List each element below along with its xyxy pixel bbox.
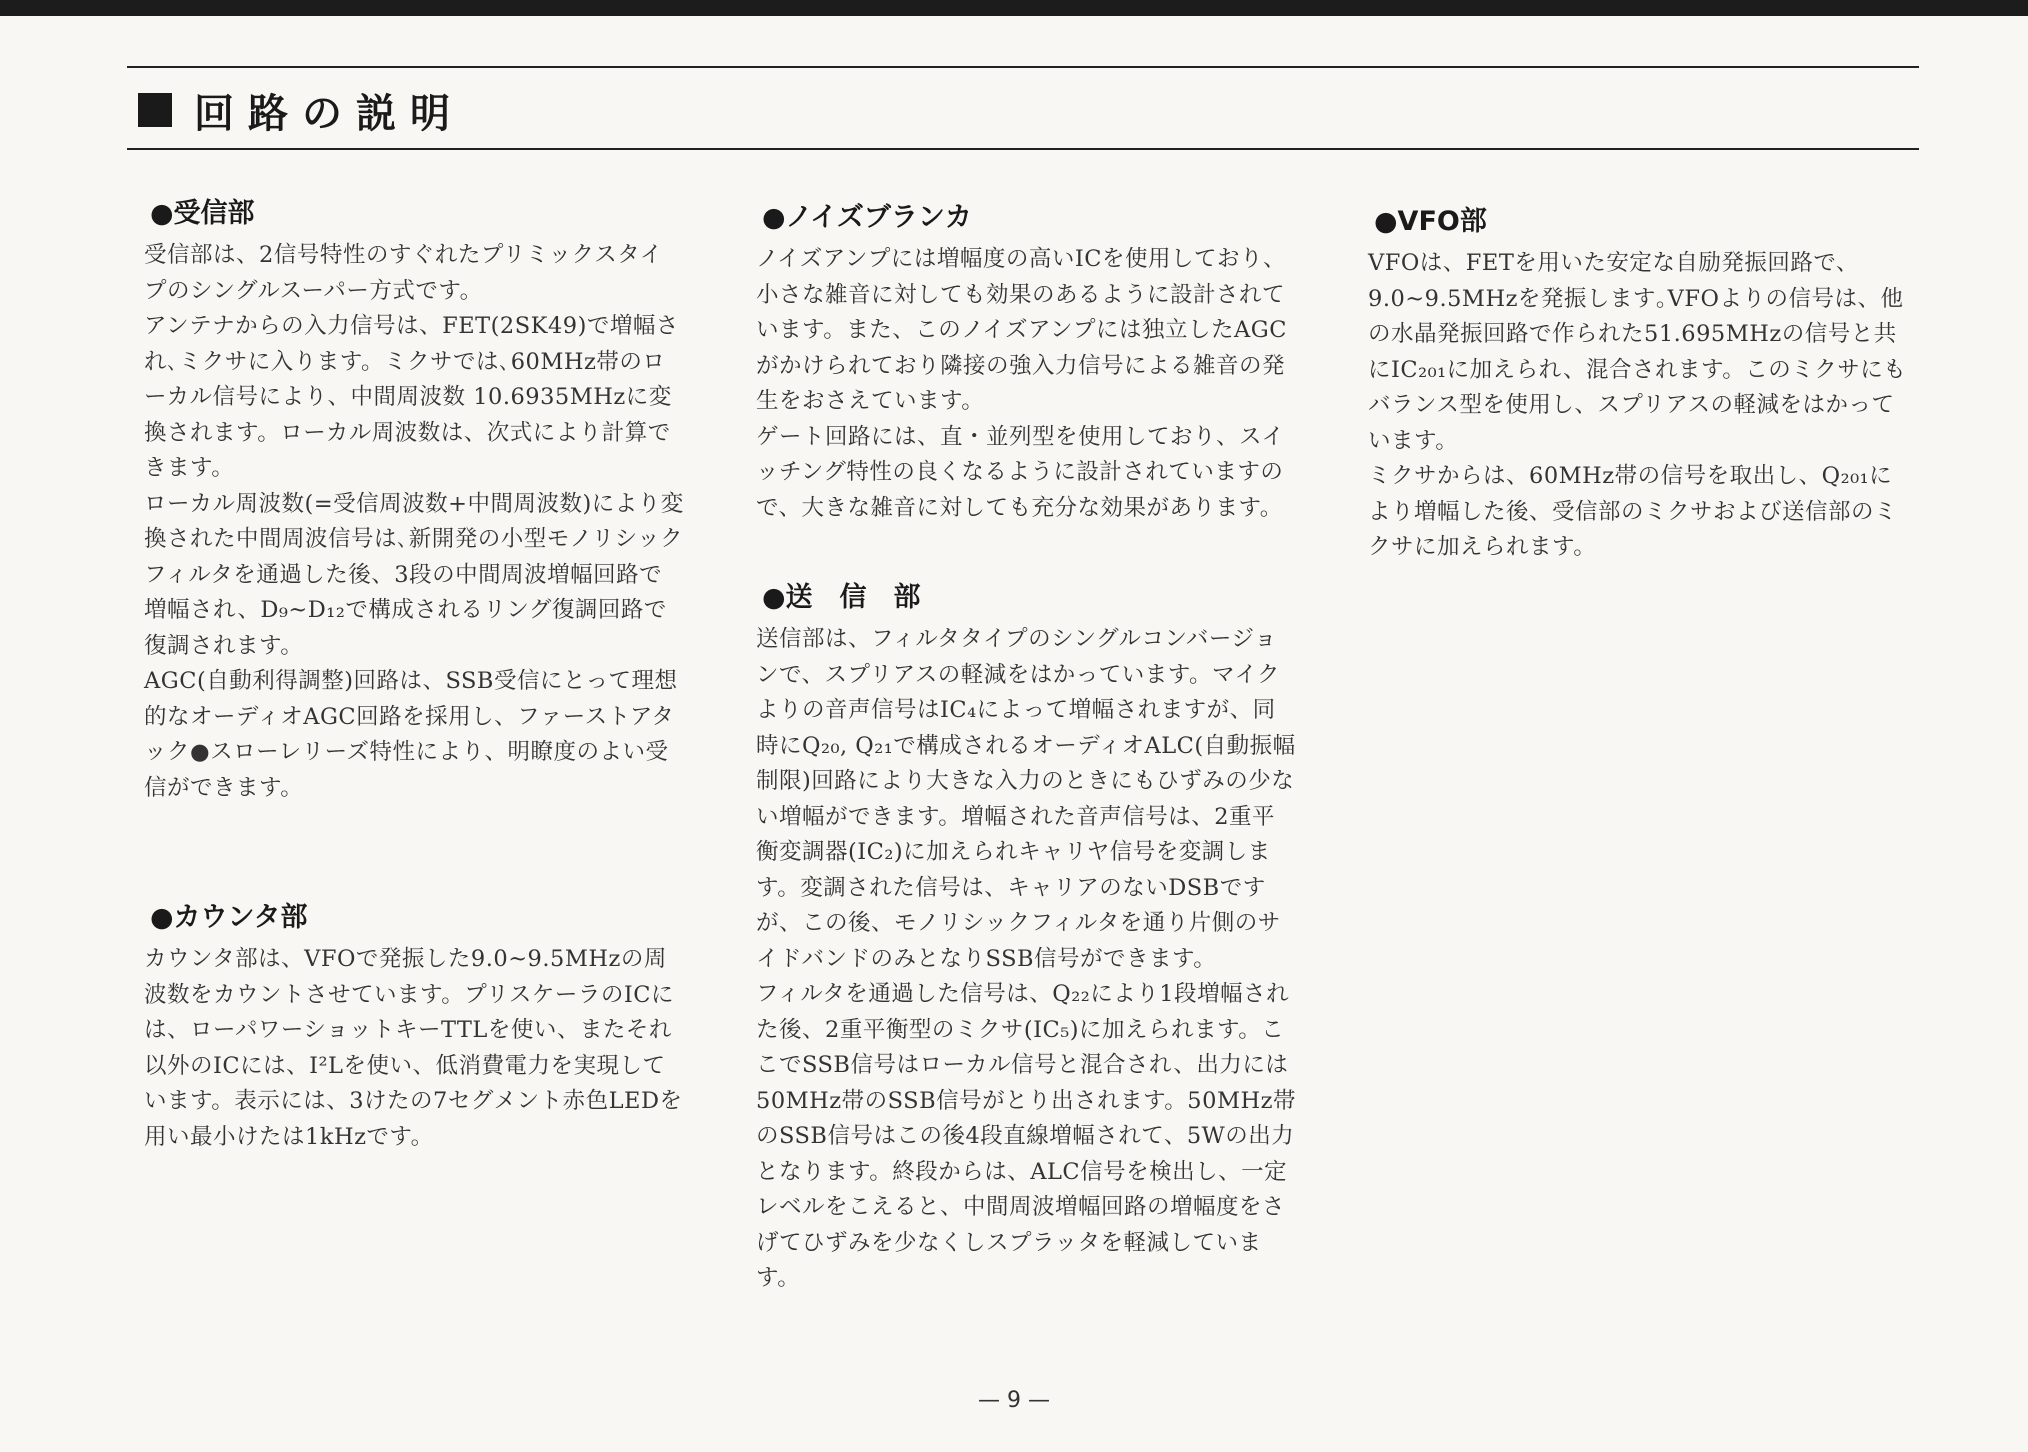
paragraph: ゲート回路には、直・並列型を使用しており、スイッチング特性の良くなるように設計されていますので、大きな雑音に対しても充分な効果があります。 (756, 423, 1285, 521)
header-top-rule (127, 66, 1919, 68)
paragraph: カウンタ部は、VFOで発振した9.0~9.5MHzの周波数をカウントさせています。プリスケーラのICには、ローパワーショットキーTTLを使い、またそれ以外のICには、I²Lを使い、低消費電力を実現しています。表示には、3けたの7セグメント赤色LEDを用い最小けたは1kHzです。 (144, 946, 683, 1150)
scan-top-edge (0, 0, 2028, 16)
paragraph: AGC(自動利得調整)回路は、SSB受信にとって理想的なオーディオAGC回路を採用し、ファーストアタック●スローレリーズ特性により、明瞭度のよい受信ができます。 (144, 668, 678, 801)
section-receiver (144, 196, 684, 806)
section-heading: ●ノイズブランカ (762, 202, 972, 233)
page-header (138, 80, 464, 140)
paragraph: ノイズアンプには増幅度の高いICを使用しており、小さな雑音に対しても効果のあるように設計されています。また、このノイズアンプには独立したAGCがかけられており隣接の強入力信号による雑音の発生をおさえています。 (756, 246, 1287, 414)
black-square-icon (138, 93, 172, 127)
section-heading: ●VFO部 (1374, 206, 1487, 237)
section-heading: ●送 信 部 (762, 582, 921, 613)
section-transmitter (756, 580, 1296, 1297)
section-counter (144, 900, 684, 1155)
page-title: 回路の説明 (194, 90, 464, 137)
section-heading: ●受信部 (150, 198, 255, 229)
paragraph: 送信部は、フィルタタイプのシングルコンバージョンで、スプリアスの軽減をはかっています。マイクよりの音声信号はIC₄によって増幅されますが、同時にQ₂₀, Q₂₁で構成されるオーディオALC(自動振幅制限)回路により大きな入力のときにもひずみの少ない増幅ができます。増幅された音声信号は、2重平衡変調器(IC₂)に加えられキャリヤ信号を変調します。変調された信号は、キャリアのないDSBですが、この後、モノリシックフィルタを通り片側のサイドバンドのみとなりSSB信号ができます。 (756, 626, 1296, 972)
paragraph: VFOは、FETを用いた安定な自励発振回路で、9.0~9.5MHzを発振します｡VFOよりの信号は、他の水晶発振回路で作られた51.695MHzの信号と共にIC₂₀₁に加えられ、混合されます。このミクサにもバランス型を使用し、スプリアスの軽減をはかっています。 (1368, 250, 1907, 454)
section-vfo (1368, 204, 1908, 566)
section-heading: ●カウンタ部 (150, 902, 308, 933)
paragraph: フィルタを通過した信号は、Q₂₂により1段増幅された後、2重平衡型のミクサ(IC₅)に加えられます。ここでSSB信号はローカル信号と混合され、出力には50MHz帯のSSB信号がとり出されます。50MHz帯のSSB信号はこの後4段直線増幅されて、5Wの出力となります。終段からは、ALC信号を検出し、一定レベルをこえると、中間周波増幅回路の増幅度をさげてひずみを少なくしスプラッタを軽減しています。 (756, 981, 1296, 1291)
section-noise-blanker (756, 200, 1296, 526)
page-number: — 9 — (978, 1388, 1050, 1413)
paragraph: ミクサからは、60MHz帯の信号を取出し、Q₂₀₁により増幅した後、受信部のミクサおよび送信部のミクサに加えられます。 (1368, 463, 1898, 560)
paragraph: アンテナからの入力信号は、FET(2SK49)で増幅され､ミクサに入ります。ミクサでは､60MHz帯のローカル信号により、中間周波数 10.6935MHzに変換されます。ローカル周波数は、次式により計算できます。 (144, 313, 679, 481)
paragraph: 受信部は、2信号特性のすぐれたプリミックスタイプのシングルスーパー方式です。 (144, 242, 663, 304)
paragraph: ローカル周波数(=受信周波数+中間周波数)により変換された中間周波信号は､新開発の小型モノリシックフィルタを通過した後、3段の中間周波増幅回路で増幅され、D₉~D₁₂で構成されるリング復調回路で復調されます。 (144, 490, 684, 659)
header-bottom-rule (127, 148, 1919, 150)
